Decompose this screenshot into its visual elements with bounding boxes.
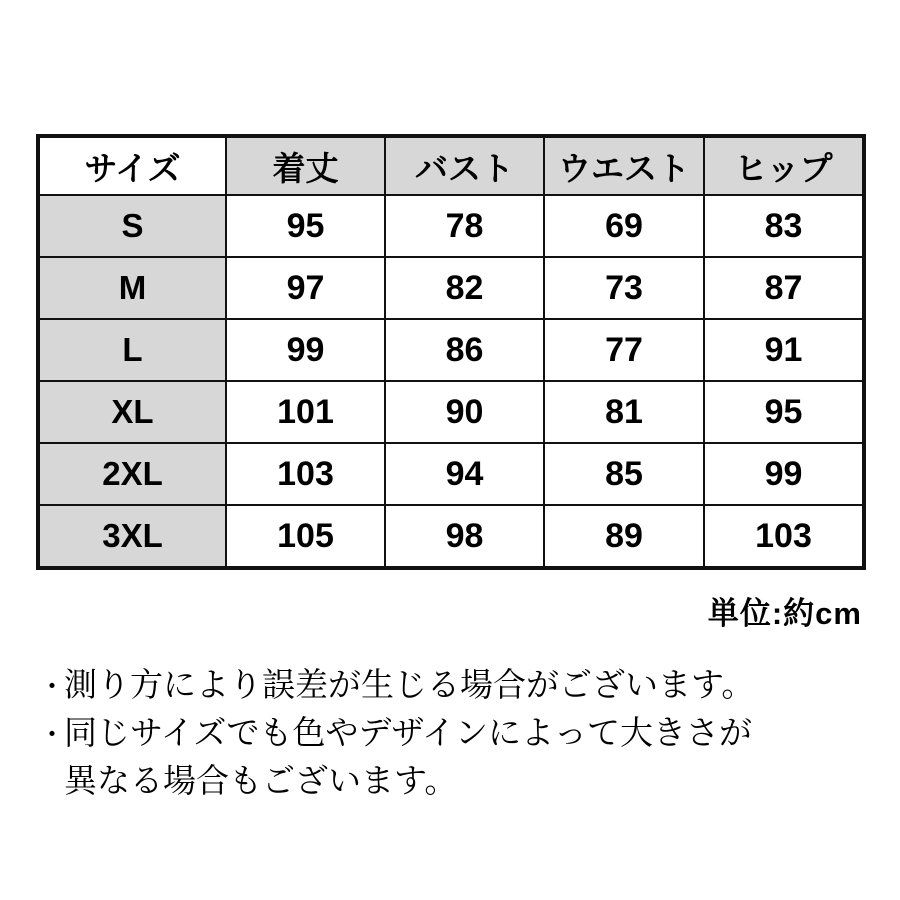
value-cell: 87	[704, 257, 864, 319]
size-label: L	[38, 319, 226, 381]
note-line-1	[38, 662, 868, 710]
table-row-2xl	[38, 443, 864, 505]
note-text: 測り方により誤差が生じる場合がございます。	[64, 666, 755, 703]
col-header-hip: ヒップ	[704, 136, 864, 195]
value-cell: 91	[704, 319, 864, 381]
col-header-size: サイズ	[38, 136, 226, 195]
table-row-3xl	[38, 505, 864, 568]
value-cell: 89	[544, 505, 704, 568]
value-cell: 105	[226, 505, 385, 568]
unit-label: 単位:約cm	[707, 596, 862, 631]
size-label: S	[38, 195, 226, 257]
value-cell: 82	[385, 257, 544, 319]
value-cell: 73	[544, 257, 704, 319]
note-text: 同じサイズでも色やデザインによって大きさが	[64, 714, 753, 751]
value-cell: 86	[385, 319, 544, 381]
notes-block	[38, 662, 868, 804]
value-cell: 81	[544, 381, 704, 443]
size-label: 3XL	[38, 505, 226, 568]
value-cell: 99	[226, 319, 385, 381]
value-cell: 83	[704, 195, 864, 257]
col-header-bust: バスト	[385, 136, 544, 195]
value-cell: 77	[544, 319, 704, 381]
table-row-m	[38, 257, 864, 319]
value-cell: 95	[226, 195, 385, 257]
value-cell: 95	[704, 381, 864, 443]
col-header-waist: ウエスト	[544, 136, 704, 195]
note-text: 異なる場合もございます。	[64, 762, 458, 799]
table-row-xl	[38, 381, 864, 443]
value-cell: 69	[544, 195, 704, 257]
table-row-l	[38, 319, 864, 381]
value-cell: 101	[226, 381, 385, 443]
value-cell: 85	[544, 443, 704, 505]
value-cell: 78	[385, 195, 544, 257]
size-label: M	[38, 257, 226, 319]
value-cell: 103	[226, 443, 385, 505]
value-cell: 103	[704, 505, 864, 568]
header-row	[38, 136, 864, 195]
table-row-s	[38, 195, 864, 257]
note-line-2	[38, 710, 868, 758]
col-header-length: 着丈	[226, 136, 385, 195]
value-cell: 94	[385, 443, 544, 505]
size-label: 2XL	[38, 443, 226, 505]
value-cell: 97	[226, 257, 385, 319]
size-label: XL	[38, 381, 226, 443]
value-cell: 99	[704, 443, 864, 505]
value-cell: 98	[385, 505, 544, 568]
bullet-icon: ・	[38, 719, 67, 750]
value-cell: 90	[385, 381, 544, 443]
size-chart-table	[36, 134, 866, 570]
note-line-3	[38, 758, 868, 804]
bullet-icon: ・	[38, 671, 67, 702]
